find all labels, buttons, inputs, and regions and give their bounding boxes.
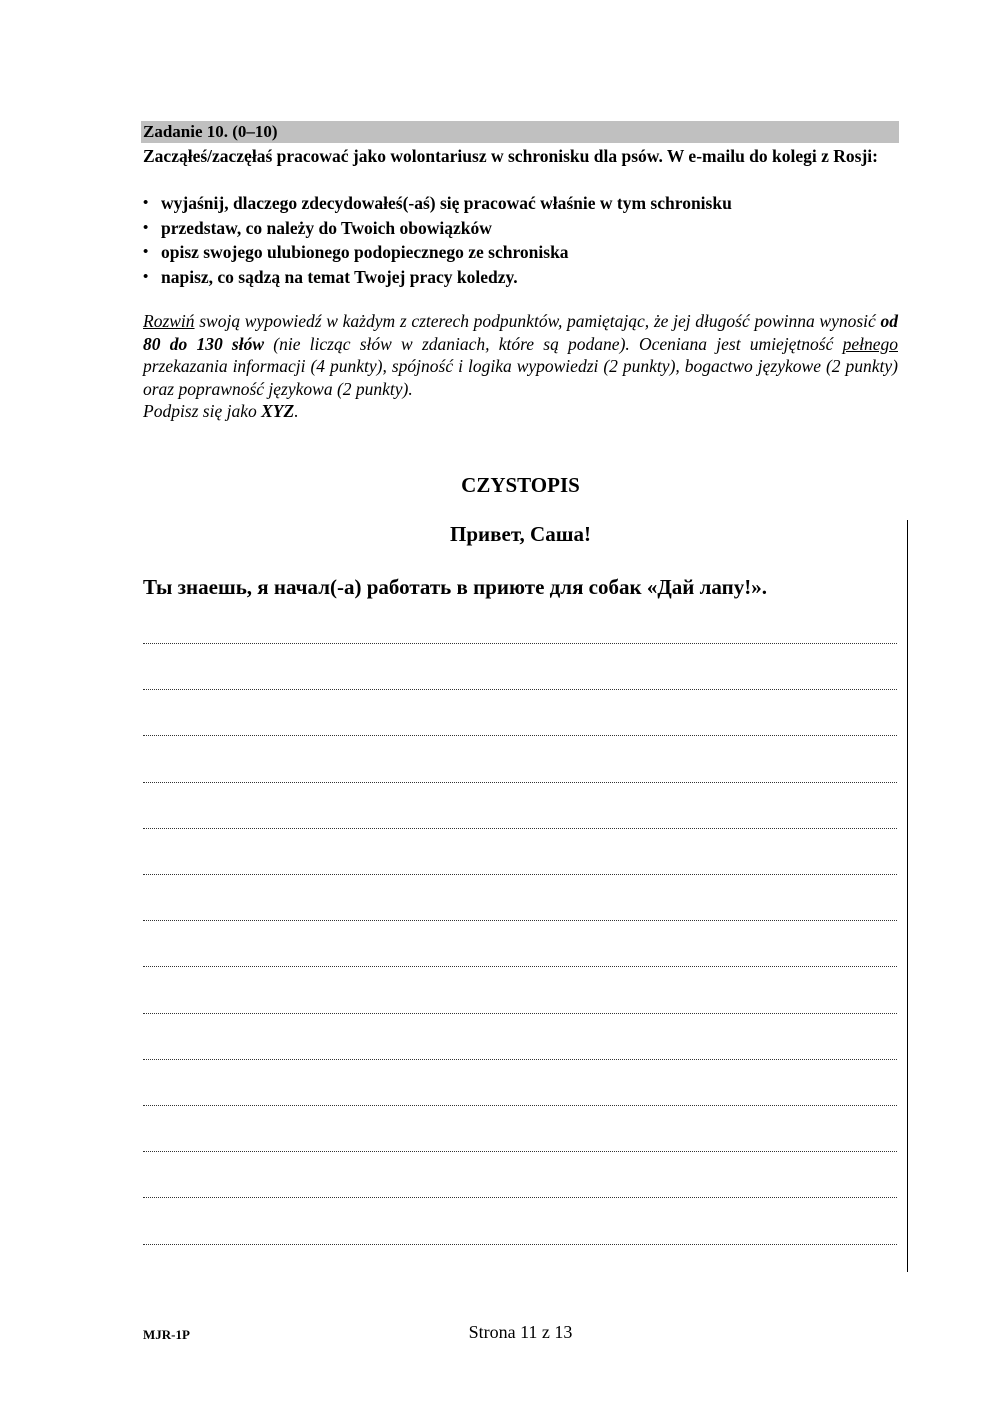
writing-line[interactable] [143,782,897,783]
sign-suffix: . [294,401,299,421]
bullet-item [143,240,898,265]
writing-line[interactable] [143,1197,897,1198]
guidance-text: przekazania informacji (4 punkty), spójność i logika wypowiedzi (2 punkty), bogactwo językowe (2 punkty) oraz poprawność językowa (2 punkty). [143,356,898,399]
section-title: CZYSTOPIS [461,473,580,497]
writing-line[interactable] [143,1013,897,1014]
bullet-item [143,265,898,290]
sign-instruction: Podpisz się jako [143,401,262,421]
bullet-item [143,191,898,216]
word-limit: od 80 do 130 słów [143,311,898,354]
writing-line[interactable] [143,1105,897,1106]
bullet-icon: • [143,268,149,285]
sign-code: XYZ [261,401,295,421]
writing-line[interactable] [143,1151,897,1152]
task-instruction: Zacząłeś/zaczęłaś pracować jako wolontariusz w schronisku dla psów. W e-mailu do kolegi z Rosji: [143,146,878,166]
writing-line[interactable] [143,920,897,921]
bullet-text: wyjaśnij, dlaczego zdecydowałeś(-aś) się pracować właśnie w tym schronisku [161,193,732,213]
letter-greeting: Привет, Саша! [450,522,591,546]
guidance-keyword-full: pełnego [842,333,898,354]
bullet-text: napisz, co sądzą na temat Twojej pracy koledzy. [161,266,518,287]
letter-opening-sentence: Ты знаешь, я начал(-а) работать в приюте для собак «Дай лапу!». [143,575,767,599]
bullet-text: przedstaw, co należy do Twoich obowiązków [161,217,492,238]
guidance-text: (nie licząc słów w zdaniach, które są podane). Oceniana jest umiejętność [264,333,843,354]
writing-line[interactable] [143,689,897,690]
writing-line[interactable] [143,1059,897,1060]
page-number: Strona 11 z 13 [468,1322,573,1342]
guidance-keyword-develop: Rozwiń [143,311,195,331]
writing-line[interactable] [143,643,897,644]
writing-line[interactable] [143,966,897,967]
writing-line[interactable] [143,874,897,875]
guidance-text: swoją wypowiedź w każdym z czterech podpunktów, pamiętając, że jej długość powinna wynosić [194,311,881,331]
task-header: Zadanie 10. (0–10) [141,121,899,143]
writing-line[interactable] [143,828,897,829]
task-bullet-list [143,191,898,289]
bullet-icon: • [143,219,149,236]
bullet-icon: • [143,244,149,260]
writing-line[interactable] [143,735,897,736]
margin-rule [907,520,908,1272]
bullet-item [143,216,898,241]
bullet-icon: • [143,195,149,211]
guidance-paragraph [143,310,898,423]
bullet-text: opisz swojego ulubionego podopiecznego ze schroniska [161,242,569,262]
exam-code: MJR-1P [143,1327,190,1342]
writing-line[interactable] [143,1244,897,1245]
